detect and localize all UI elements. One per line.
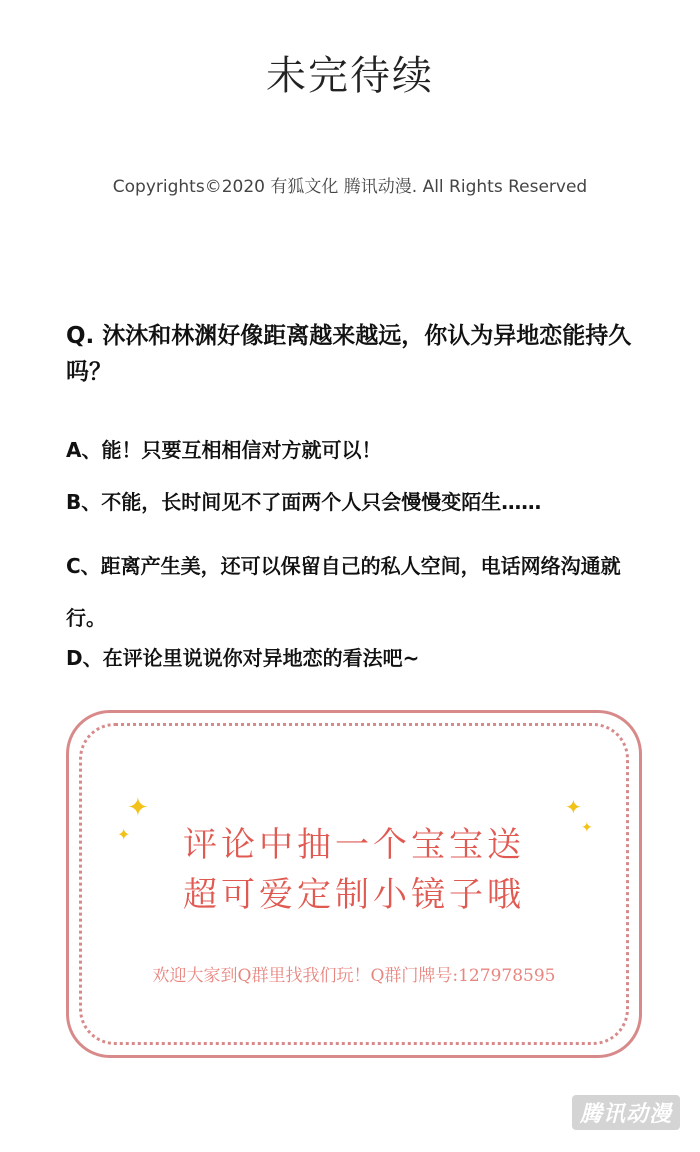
page-title: 未完待续 — [266, 53, 434, 99]
poll-option-c: C、距离产生美，还可以保留自己的私人空间，电话网络沟通就行。 — [66, 554, 621, 630]
watermark-logo: 腾讯动漫 — [572, 1095, 680, 1130]
promo-card — [66, 710, 642, 1058]
qq-group-invite: 欢迎大家到Q群里找我们玩！Q群门牌号:127978595 — [152, 966, 556, 986]
promo-headline-line-1: 评论中抽一个宝宝送 — [183, 825, 525, 865]
poll-option-b: B、不能，长时间见不了面两个人只会慢慢变陌生…… — [66, 490, 542, 514]
sparkle-icon: ✦ — [127, 793, 149, 823]
sparkle-icon: ✦ — [581, 820, 593, 836]
poll-option-d: D、在评论里说说你对异地恋的看法吧~ — [66, 646, 420, 670]
sparkle-icon: ✦ — [565, 795, 582, 819]
promo-headline-line-2: 超可爱定制小镜子哦 — [183, 875, 525, 915]
poll-option-a: A、能！只要互相相信对方就可以！ — [66, 438, 382, 462]
sparkle-icon: ✦ — [117, 825, 131, 844]
copyright-notice: Copyrights©2020 有狐文化 腾讯动漫. All Rights Reserved — [112, 177, 588, 197]
poll-question: Q. 沐沐和林渊好像距离越来越远，你认为异地恋能持久吗？ — [66, 323, 632, 385]
